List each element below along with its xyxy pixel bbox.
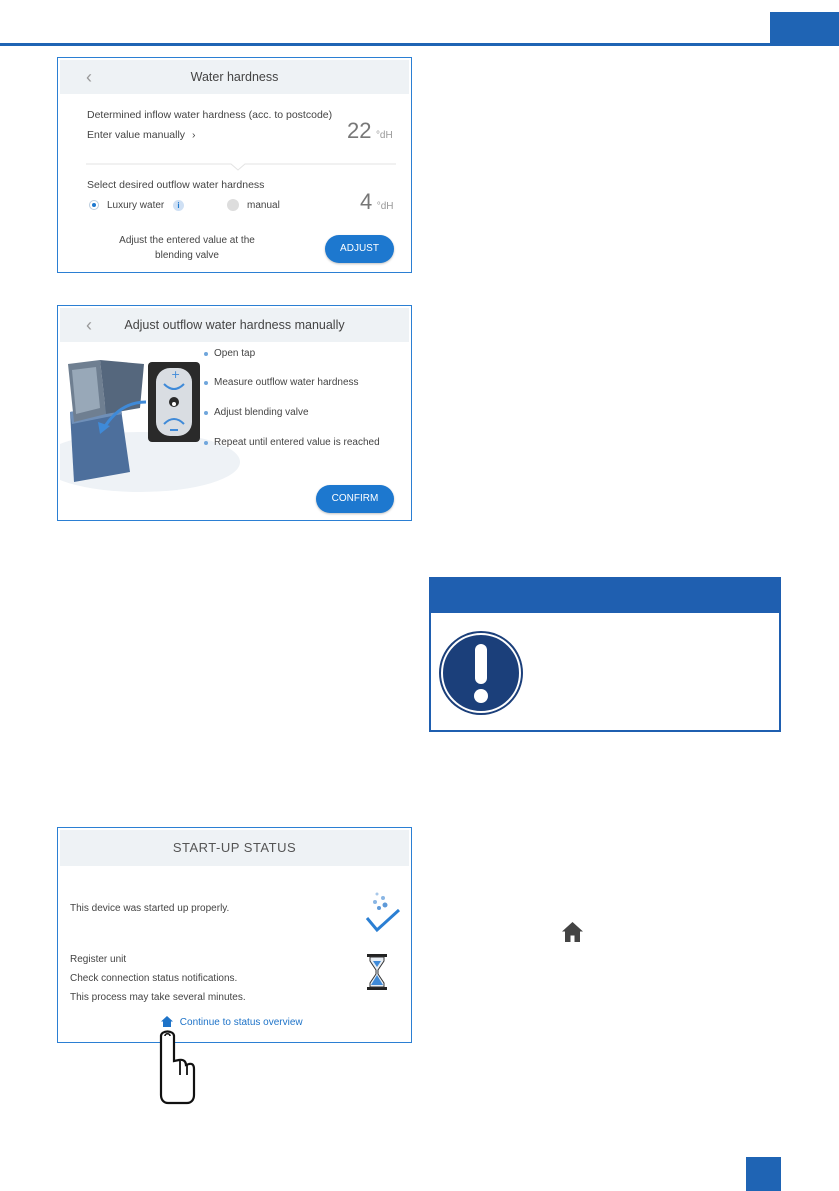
adjust-outflow-screen — [57, 305, 412, 521]
adjust-button[interactable]: ADJUST — [325, 235, 394, 263]
back-chevron-icon[interactable]: ‹ — [86, 315, 92, 335]
outflow-hardness-unit: °dH — [376, 201, 394, 212]
success-checkmark-icon — [363, 888, 403, 936]
water-hardness-screen — [57, 57, 412, 273]
radio-selected-icon — [89, 200, 99, 210]
info-icon[interactable]: i — [173, 200, 184, 211]
back-chevron-icon[interactable]: ‹ — [86, 67, 92, 87]
adjust-hint-line2: blending valve — [155, 250, 219, 261]
inflow-hardness-label: Determined inflow water hardness (acc. to postcode) — [87, 109, 333, 121]
adjust-hint-line1: Adjust the entered value at the — [119, 235, 255, 246]
step-text: Measure outflow water hardness — [214, 377, 359, 388]
outflow-hardness-value: 4 — [360, 189, 373, 214]
check-connection-link[interactable]: Check connection status notifications. — [70, 973, 238, 984]
header-section-tab — [770, 12, 839, 46]
step-item — [214, 437, 380, 448]
section-divider — [86, 158, 396, 172]
step-text: Repeat until entered value is reached — [214, 437, 380, 448]
step-item — [214, 377, 359, 388]
page-number-box — [746, 1157, 781, 1191]
outflow-hardness-display — [360, 189, 394, 215]
hourglass-icon — [366, 953, 388, 991]
home-icon — [161, 1016, 173, 1027]
step-text: Open tap — [214, 348, 256, 359]
screen-header — [60, 308, 409, 342]
register-unit-label: Register unit — [70, 954, 127, 965]
enter-value-manually-label: Enter value manually — [87, 129, 186, 141]
notice-header-bar — [431, 579, 779, 613]
continue-status-label: Continue to status overview — [179, 1017, 303, 1028]
screen-title: START-UP STATUS — [172, 840, 297, 855]
step-item — [214, 407, 309, 418]
step-item — [214, 348, 255, 359]
important-notice-box — [429, 577, 781, 732]
inflow-hardness-value: 22 — [347, 118, 372, 143]
bullet-icon — [204, 381, 208, 385]
header-rule — [0, 43, 839, 46]
inflow-hardness-unit: °dH — [375, 130, 393, 141]
bullet-icon — [204, 411, 208, 415]
screen-header — [60, 830, 409, 866]
blending-valve-illustration — [60, 342, 240, 492]
radio-unselected-icon — [227, 199, 239, 211]
home-icon — [562, 922, 583, 942]
bullet-icon — [204, 441, 208, 445]
process-note: This process may take several minutes. — [70, 992, 246, 1003]
screen-title: Water hardness — [190, 70, 279, 84]
svg-text:+: + — [171, 368, 181, 381]
manual-label: manual — [247, 200, 280, 211]
pointing-hand-icon — [152, 1027, 198, 1105]
radio-manual[interactable] — [227, 198, 307, 212]
confirm-button[interactable]: CONFIRM — [316, 485, 394, 513]
step-text: Adjust blending valve — [214, 407, 309, 418]
exclamation-icon — [438, 630, 524, 716]
outflow-hardness-label: Select desired outflow water hardness — [87, 179, 265, 191]
adjust-hint — [98, 233, 276, 263]
radio-luxury-water[interactable] — [87, 198, 187, 212]
startup-status-screen — [57, 827, 412, 1043]
inflow-hardness-display — [347, 118, 393, 144]
startup-success-message: This device was started up properly. — [70, 903, 230, 914]
screen-header — [60, 60, 409, 94]
screen-title: Adjust outflow water hardness manually — [124, 318, 345, 332]
luxury-water-label: Luxury water — [107, 200, 165, 211]
chevron-right-icon: › — [191, 129, 196, 141]
bullet-icon — [204, 352, 208, 356]
enter-value-manually-link[interactable] — [87, 129, 195, 141]
